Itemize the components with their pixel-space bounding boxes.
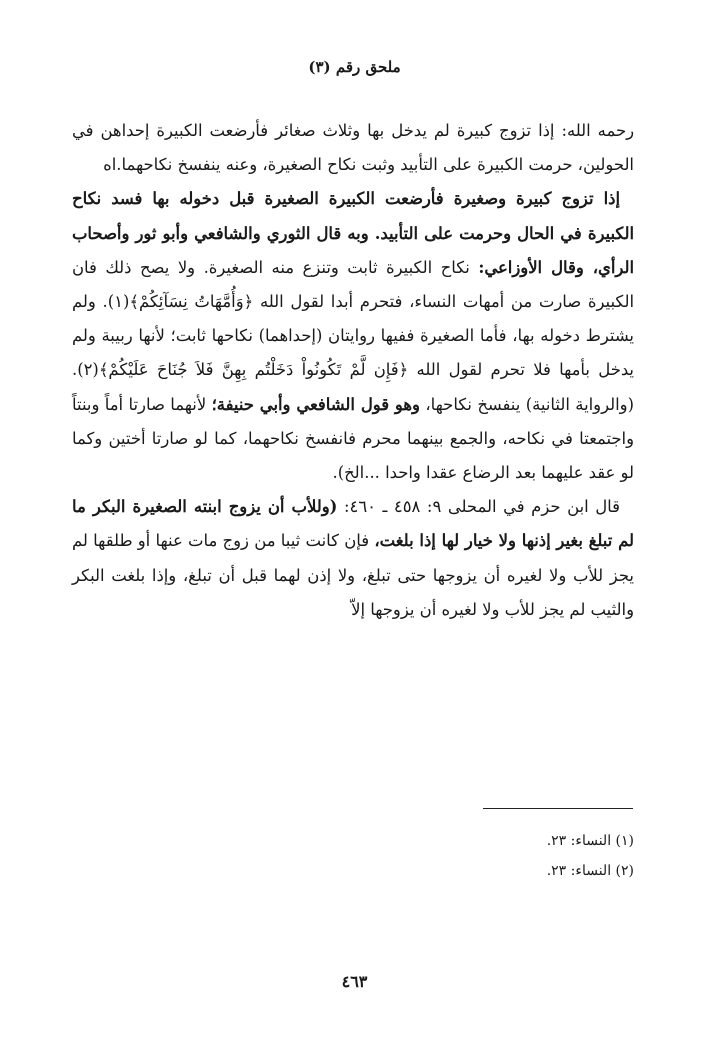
paragraph-3-text: قال ابن حزم في المحلى ٩: ٤٥٨ ـ ٤٦٠:	[337, 497, 620, 517]
paragraph-3-bold: (وللأب أن يزوج ابنته الصغيرة البكر ما لم تبلغ بغير إذنها ولا خيار لها إذا بلغت،	[72, 497, 634, 551]
paragraph-3	[72, 490, 634, 627]
paragraph-2-bold: إذا تزوج كبيرة وصغيرة فأرضعت الكبيرة الصغيرة قبل دخوله بها فسد نكاح الكبيرة في الحال وحرمت على التأبيد. وبه قال الثوري والشافعي وأبو ثور وأصحاب الرأي، وقال الأوزاعي:	[72, 189, 634, 277]
paragraph-2	[72, 182, 634, 490]
paragraph-1	[72, 114, 634, 182]
paragraph-2-bold-2: وهو قول الشافعي وأبي حنيفة؛	[211, 394, 420, 414]
footnote-separator	[483, 808, 633, 809]
paragraph-2-text-2: لأنهما صارتا أماً وبنتاً واجتمعتا في نكاحه، والجمع بينهما محرم فانفسخ نكاحهما، كما لو صارتا أختين وكما لو عقد عليهما بعد الرضاع عقدا واحدا ...الخ).	[72, 394, 634, 483]
paragraph-1-text: رحمه الله: إذا تزوج كبيرة لم يدخل بها وثلاث صغائر فأرضعت الكبيرة إحداهن في الحولين، حرمت الكبيرة على التأبيد وثبت نكاح الصغيرة، وعنه ينفسخ نكاحهما.اه	[72, 121, 634, 175]
main-text	[72, 114, 634, 627]
footnote-1: (١) النساء: ٢٣.	[546, 833, 634, 849]
page-header: ملحق رقم (٣)	[308, 58, 401, 76]
paragraph-2-text: نكاح الكبيرة ثابت وتنزع منه الصغيرة. ولا يصح ذلك فان الكبيرة صارت من أمهات النساء، فتحرم أبدا لقول الله ﴿وَأُمَّهَاتُ نِسَآئِكُمْ﴾(١). ولم يشترط دخوله بها، فأما الصغيرة ففيها روايتان (إحداهما) نكاحها ثابت؛ لأنها ربيبة ولم يدخل بأمها فلا تحرم لقول الله ﴿فَإِن لَّمْ تَكُونُواْ دَخَلْتُم بِهِنَّ فَلاَ جُنَاحَ عَلَيْكُمْ﴾(٢). (والرواية الثانية) ينفسخ نكاحها،	[72, 257, 635, 414]
footnotes	[72, 826, 634, 886]
paragraph-3-text-2: فإن كانت ثيبا من زوج مات عنها أو طلقها لم يجز للأب ولا لغيره أن يزوجها حتى تبلغ، ولا إذن لهما قبل أن تبلغ، وإذا بلغت البكر والثيب لم يجز للأب ولا لغيره أن يزوجها إلاّ	[72, 531, 634, 619]
footnote-2: (٢) النساء: ٢٣.	[546, 863, 634, 879]
page-number: ٤٦٣	[341, 972, 368, 991]
